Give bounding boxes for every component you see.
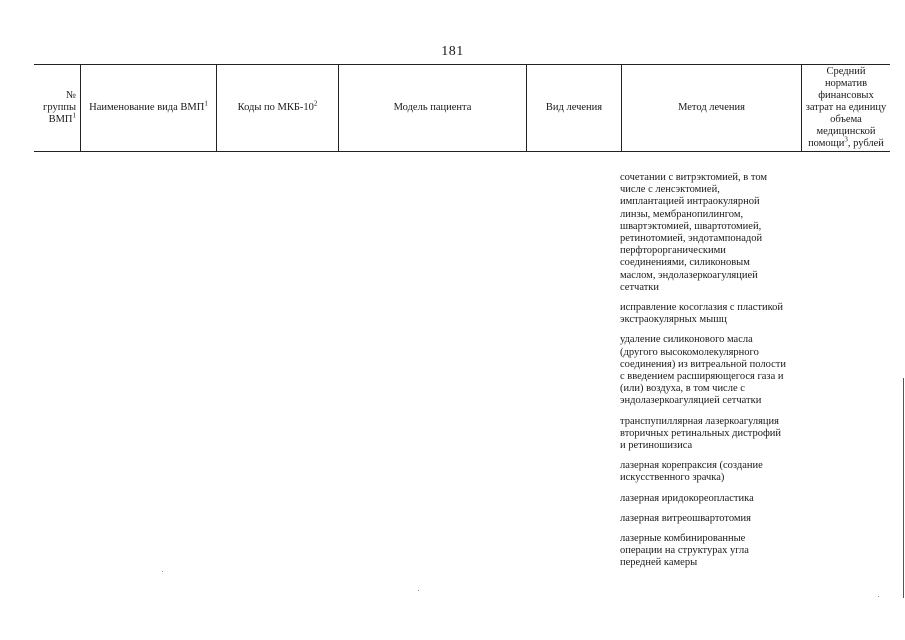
footnote-marker: 1 — [72, 111, 76, 120]
footnote-marker: 1 — [204, 99, 208, 108]
header-treatment-type — [526, 65, 621, 151]
header-vmp-name-label: Наименование вида ВМП — [89, 102, 205, 113]
header-treatment-method-label: Метод лечения — [678, 102, 745, 113]
method-item: лазерная витреошвартотомия — [620, 512, 751, 524]
header-treatment-method — [621, 65, 801, 151]
header-cost-standard-label: Средний норматив финансовых затрат на единицу объема медицинской помощи — [805, 66, 887, 149]
header-group-number — [34, 65, 80, 151]
page-number: 181 — [441, 44, 464, 59]
header-patient-model-label: Модель пациента — [393, 102, 472, 113]
method-item: лазерная корепраксия (создание искусственного зрачка) — [620, 460, 763, 484]
scan-speck — [878, 596, 879, 597]
method-item: сочетании с витрэктомией, в том числе с ленсэктомией, имплантацией интраокулярной линзы, мембранопилингом, швартэктомией, швартотомией, ретинотомией, эндотампонадой перфторорганическими соединениями, силиконовым маслом, эндолазеркоагуляцией сетчатки — [620, 172, 768, 293]
header-vmp-name — [80, 65, 216, 151]
method-item: исправление косоглазия с пластикой экстраокулярных мышц — [620, 302, 784, 326]
method-item: лазерные комбинированные операции на структурах угла передней камеры — [620, 533, 749, 569]
header-group-number-text — [43, 90, 76, 126]
method-item: транспупиллярная лазеркоагуляция вторичных ретинальных дистрофий и ретиношизиса — [620, 415, 782, 452]
header-cost-standard-unit: , рублей — [847, 138, 884, 149]
scan-speck — [418, 590, 419, 591]
header-icd-codes-label: Коды по МКБ-10 — [237, 102, 314, 113]
method-item: удаление силиконового масла (другого высокомолекулярного соединения) из витреальной полости с введением расширяющегося газа и (или) воздуха, в том числе с эндолазеркоагуляцией сетчатки — [620, 334, 786, 407]
footnote-marker: 2 — [313, 99, 318, 108]
header-group-number-label: № группы ВМП — [43, 90, 76, 125]
header-icd-codes — [216, 65, 338, 151]
header-cost-standard — [801, 65, 890, 151]
scan-edge-line — [903, 378, 904, 598]
scan-speck — [162, 571, 163, 572]
header-treatment-type-label: Вид лечения — [545, 102, 603, 113]
footnote-marker: 3 — [844, 135, 848, 144]
treatment-methods-list — [620, 172, 798, 578]
table-header — [34, 64, 890, 152]
method-item: лазерная иридокореопластика — [620, 492, 754, 504]
header-patient-model — [338, 65, 526, 151]
